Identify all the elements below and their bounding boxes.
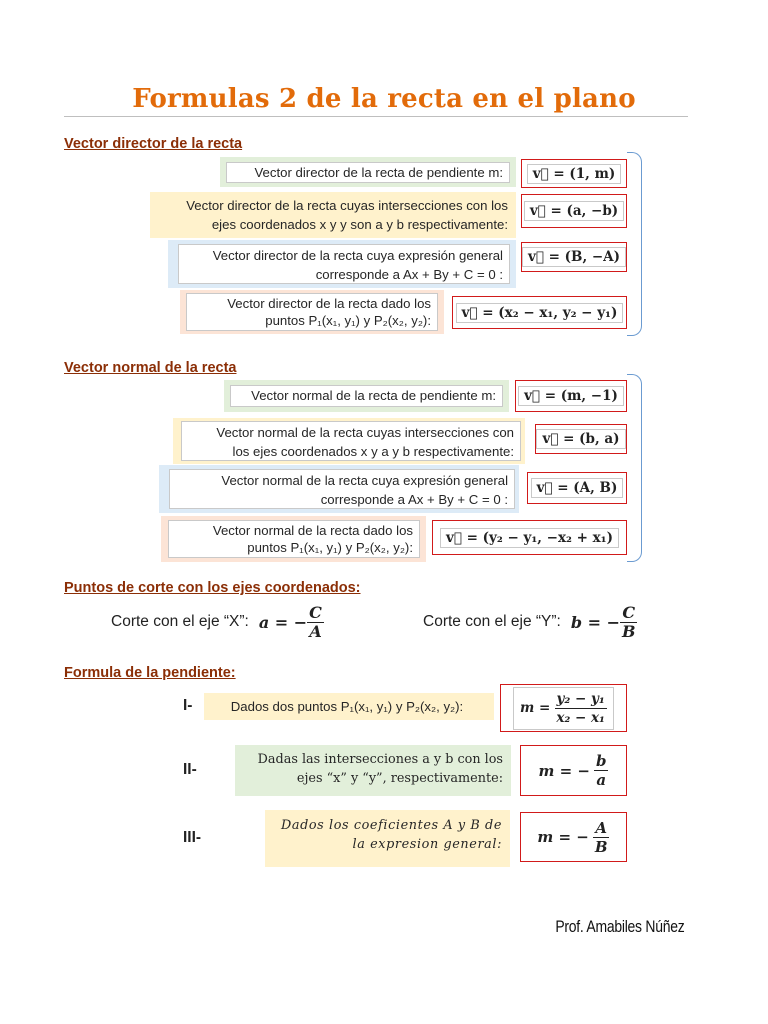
director-row-4-label: Vector director de la recta dado los puntos P₁(x₁, y₁) y P₂(x₂, y₂): (186, 293, 438, 331)
normal-row-1-bg (224, 380, 509, 412)
pendiente-1-label-bg (204, 693, 494, 720)
director-row-1-label: Vector director de la recta de pendiente m: (226, 162, 510, 183)
corte-x-label: Corte con el eje “X”: (111, 613, 249, 630)
corte-x-formula: a = − $\frac{C}{A}$ (258, 602, 322, 641)
corte-y (423, 601, 638, 643)
page-title: Formulas 2 de la recta en el plano (132, 84, 636, 114)
pendiente-3-label-bg (265, 810, 510, 867)
director-row-2-label: Vector director de la recta cuyas intersecciones con los ejes coordenados x y y son a y b respectivamente: (186, 198, 508, 232)
normal-row-3-formula: v⃗ = (A, B) (527, 472, 627, 504)
corte-y-label: Corte con el eje “Y”: (423, 613, 561, 630)
normal-row-4-label: Vector normal de la recta dado los puntos P₁(x₁, y₁) y P₂(x₂, y₂): (168, 520, 420, 558)
author-signature: Prof. Amabiles Núñez (554, 917, 684, 936)
normal-group-bracket (627, 374, 642, 562)
section-heading-cortes: Puntos de corte con los ejes coordenados: (64, 580, 361, 596)
normal-row-2-bg (173, 418, 525, 464)
section-heading-pendiente: Formula de la pendiente: (64, 665, 236, 681)
director-row-3-label: Vector director de la recta cuya expresión general corresponde a Ax + By + C = 0 : (178, 244, 510, 284)
director-row-4-bg (180, 290, 444, 334)
section-heading-director: Vector director de la recta (64, 136, 243, 152)
director-group-bracket (627, 152, 642, 336)
corte-y-formula: b = − $\frac{C}{B}$ (570, 602, 636, 641)
director-row-1-formula: v⃗ = (1, m) (521, 159, 627, 188)
pendiente-1-formula: m = $\frac{\text{y₂ − y₁}}{\text{x₂ − x₁}}$ (500, 684, 627, 732)
normal-row-1-formula: v⃗ = (m, −1) (515, 380, 627, 412)
normal-row-3-bg (159, 465, 519, 513)
director-row-2-formula: v⃗ = (a, −b) (521, 194, 627, 228)
normal-row-4-formula: v⃗ = (y₂ − y₁, −x₂ + x₁) (432, 520, 627, 555)
pendiente-1-numeral: I- (183, 697, 193, 714)
pendiente-2-formula: m = − $\frac{b}{a}$ (520, 745, 627, 796)
director-row-2-bg (150, 192, 516, 238)
pendiente-2-label-bg (235, 745, 511, 796)
director-row-3-formula: v⃗ = (B, −A) (521, 242, 627, 272)
pendiente-2-numeral: II- (183, 761, 197, 778)
normal-row-2-formula: v⃗ = (b, a) (535, 424, 627, 454)
corte-x (111, 601, 324, 643)
normal-row-2-label: Vector normal de la recta cuyas intersecciones con los ejes coordenados x y a y b respectivamente: (181, 421, 521, 461)
pendiente-3-formula: m = − $\frac{A}{B}$ (520, 812, 627, 862)
section-heading-normal: Vector normal de la recta (64, 360, 237, 376)
pendiente-1-label: Dados dos puntos P₁(x₁, y₁) y P₂(x₂, y₂): (230, 699, 464, 714)
pendiente-2-label: Dadas las intersecciones a y b con los ejes “x” y “y”, respectivamente: (257, 752, 503, 786)
normal-row-4-bg (161, 516, 426, 562)
normal-row-1-label: Vector normal de la recta de pendiente m: (230, 385, 503, 407)
pendiente-3-numeral: III- (183, 829, 202, 846)
director-row-4-formula: v⃗ = (x₂ − x₁, y₂ − y₁) (452, 296, 627, 329)
pendiente-3-label: Dados los coeficientes A y B de la expresion general: (281, 818, 502, 852)
director-row-1-bg (220, 157, 516, 187)
normal-row-3-label: Vector normal de la recta cuya expresión general corresponde a Ax + By + C = 0 : (169, 469, 515, 509)
director-row-3-bg (168, 240, 516, 288)
title-divider (64, 116, 688, 117)
